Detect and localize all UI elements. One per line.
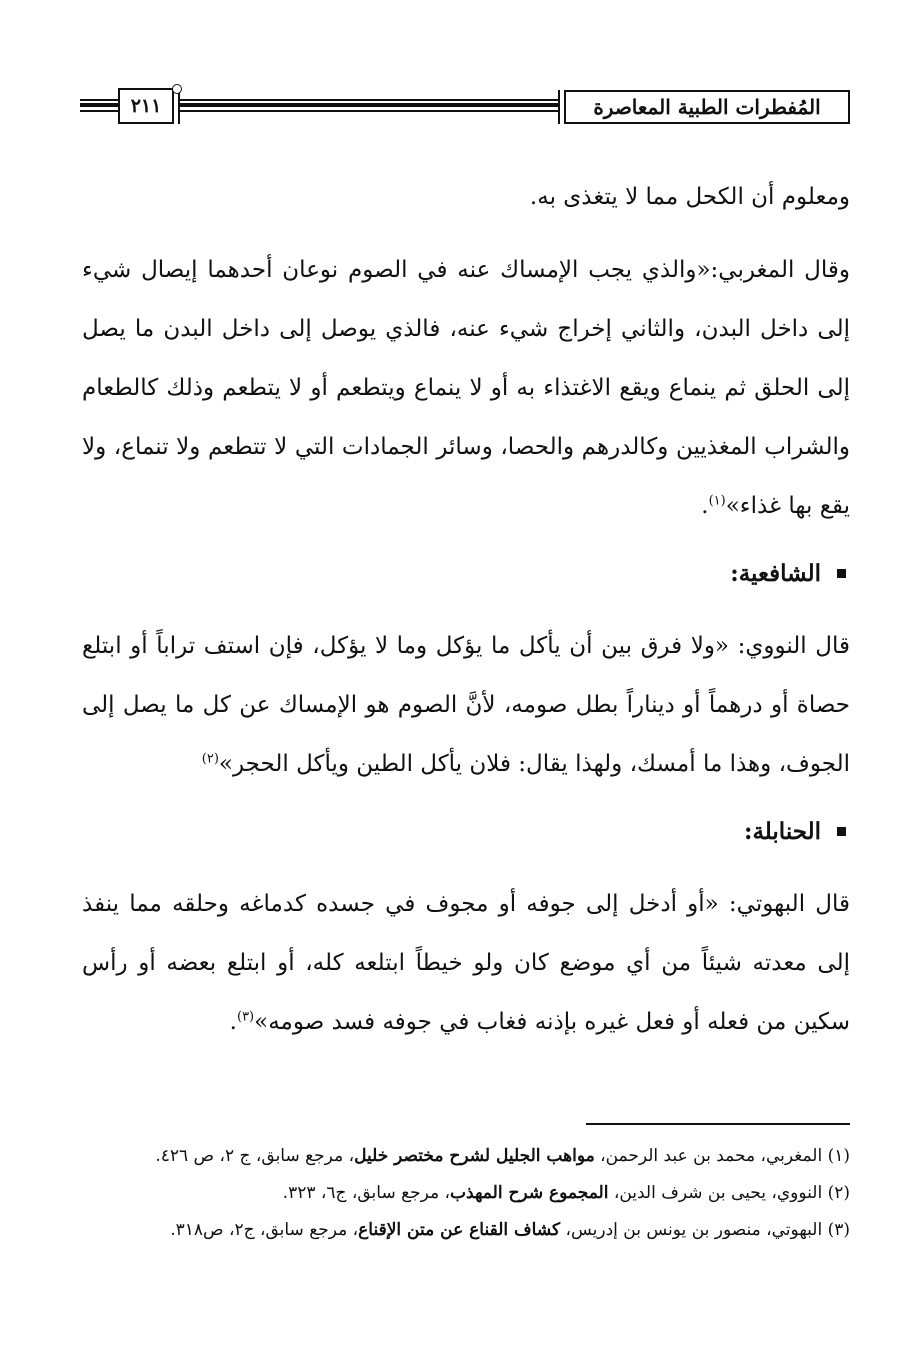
page-number-box [118,88,174,124]
footnote-1-book: مواهب الجليل لشرح مختصر خليل [354,1146,595,1166]
paragraph-maghribi-end: . [701,493,709,519]
main-text [82,168,850,1052]
running-title: المُفطرات الطبية المعاصرة [593,95,821,119]
page-number: ٢١١ [130,95,162,117]
paragraph-buhuti [82,875,850,1052]
footnote-1-citation: ، مرجع سابق، ج ٢، ص ٤٢٦. [155,1146,355,1166]
footnote-3-citation: ، مرجع سابق، ج٢، ص٣١٨. [170,1220,359,1240]
square-bullet-icon [837,827,846,836]
section-heading-hanbali-text: الحنابلة: [743,818,821,845]
footnote-2-book: المجموع شرح المهذب [450,1183,609,1203]
footnote-2 [60,1175,850,1212]
page-header [80,88,850,132]
footnote-ref-2[interactable]: (٢) [201,751,219,767]
section-heading-shafii-text: الشافعية: [730,560,821,587]
paragraph-kohl [82,168,850,227]
footnote-separator [586,1123,850,1125]
paragraph-buhuti-text: قال البهوتي: «أو أدخل إلى جوفه أو مجوف في جسده كدماغه وحلقه مما ينفذ إلى معدته شيئاً من أي موضع كان ولو خيطاً ابتلعه كله، أو ابتلع بعضه أو رأس سكين من فعله أو فعل غيره بإذنه فغاب في جوفه فسد صومه» [82,891,850,1035]
footnote-1 [60,1138,850,1175]
footnote-2-author: (٢) النووي، يحيى بن شرف الدين، [608,1183,850,1203]
footnote-1-author: (١) المغربي، محمد بن عبد الرحمن، [594,1146,850,1166]
running-title-box [564,90,850,124]
paragraph-maghribi-text: وقال المغربي:«والذي يجب الإمساك عنه في الصوم نوعان أحدهما إيصال شيء إلى داخل البدن، والثاني إخراج شيء عنه، فالذي يوصل إلى داخل البدن ما يصل إلى الحلق ثم ينماع ويقع الاغتذاء به أو لا ينماع ويتطعم أو لا يتطعم وذلك كالطعام والشراب المغذيين وكالدرهم والحصا، وسائر الجمادات التي لا تتطعم ولا تنماع، ولا يقع بها غذاء» [82,257,850,519]
footnote-ref-1[interactable]: (١) [708,493,726,509]
footnote-3 [60,1212,850,1249]
footnotes [60,1138,850,1249]
footnote-ref-3[interactable]: (٣) [236,1009,255,1025]
footnote-3-book: كشاف القناع عن متن الإقناع [358,1220,561,1240]
square-bullet-icon [837,569,846,578]
paragraph-kohl-text: ومعلوم أن الكحل مما لا يتغذى به. [529,184,850,210]
footnote-2-citation: ، مرجع سابق، ج٦، ٣٢٣. [282,1183,451,1203]
paragraph-nawawi [82,617,850,794]
footnote-3-author: (٣) البهوتي، منصور بن يونس بن إدريس، [560,1220,850,1240]
section-heading-hanbali [82,802,850,861]
paragraph-buhuti-end: . [229,1009,237,1035]
paragraph-nawawi-text: قال النووي: «ولا فرق بين أن يأكل ما يؤكل وما لا يؤكل، فإن استف تراباً أو ابتلع حصاة أو درهماً أو ديناراً بطل صومه، لأنَّ الصوم هو الإمساك عن كل ما يصل إلى الجوف، وهذا ما أمسك، ولهذا يقال: فلان يأكل الطين ويأكل الحجر» [82,633,850,777]
paragraph-maghribi [82,241,850,536]
section-heading-shafii [82,544,850,603]
